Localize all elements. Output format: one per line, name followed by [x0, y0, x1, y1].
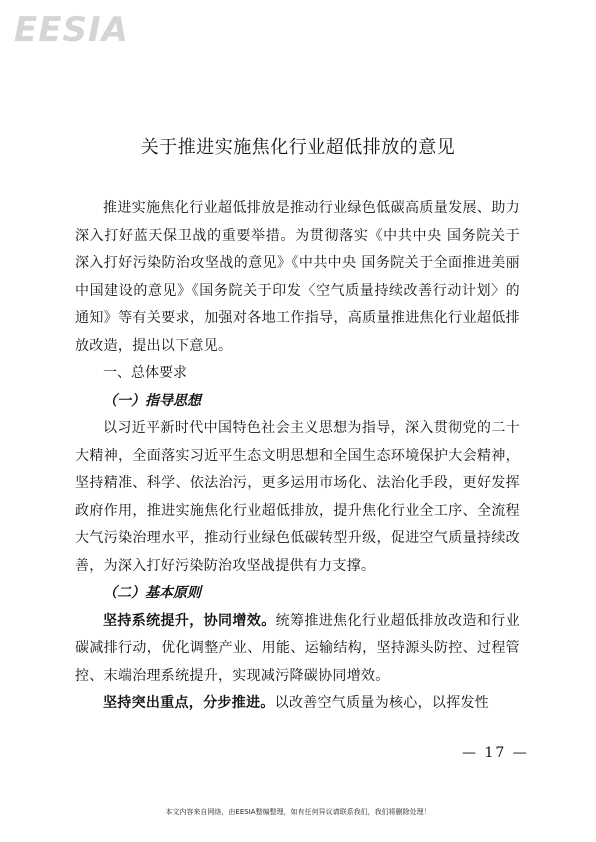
principle-1-text: 统筹推进焦化行业超低排放改造和行业碳减排行动，优化调整产业、用能、运输结构，坚持源头防控、过程管控、末端治理系统提升，实现减污降碳协同增效。 — [75, 612, 520, 684]
section-heading-general-requirements: 一、总体要求 — [103, 365, 187, 381]
principle-paragraph-1 — [75, 608, 520, 691]
eesia-watermark-logo: EESIA — [14, 10, 129, 50]
principle-1-lead: 坚持系统提升，协同增效。 — [103, 612, 276, 629]
document-body — [75, 195, 520, 718]
intro-paragraph: 推进实施焦化行业超低排放是推动行业绿色低碳高质量发展、助力深入打好蓝天保卫战的重要举措。为贯彻落实《中共中央 国务院关于深入打好污染防治攻坚战的意见》《中共中央 国务院关于全面推进美丽中国建设的意见》《国务院关于印发〈空气质量持续改善行动计划〉的通知》等有关要求，加强对各地工作指导，高质量推进焦化行业超低排放改造，提出以下意见。 — [75, 200, 520, 354]
document-title: 关于推进实施焦化行业超低排放的意见 — [140, 137, 456, 158]
footer-disclaimer: 本文内容来自网络，由EESIA整编整理，如有任何异议请联系我们，我们将删除处理！ — [165, 808, 431, 816]
principle-2-lead: 坚持突出重点，分步推进。 — [103, 695, 275, 711]
principle-2-text: 以改善空气质量为核心，以挥发性 — [274, 695, 490, 711]
guiding-ideology-paragraph: 以习近平新时代中国特色社会主义思想为指导，深入贯彻党的二十大精神，全面落实习近平生态文明思想和全国生态环境保护大会精神，坚持精准、科学、依法治污，更多运用市场化、法治化手段，更好发挥政府作用，推进实施焦化行业超低排放，提升焦化行业全工序、全流程大气污染治理水平，推动行业绿色低碳转型升级，促进空气质量持续改善，为深入打好污染防治攻坚战提供有力支撑。 — [75, 420, 520, 574]
page-number: — 17 — — [462, 745, 529, 761]
subsection-heading-guiding-ideology: （一）指导思想 — [103, 392, 201, 409]
principle-paragraph-2 — [75, 690, 520, 718]
subsection-heading-basic-principles: （二）基本原则 — [103, 585, 201, 601]
